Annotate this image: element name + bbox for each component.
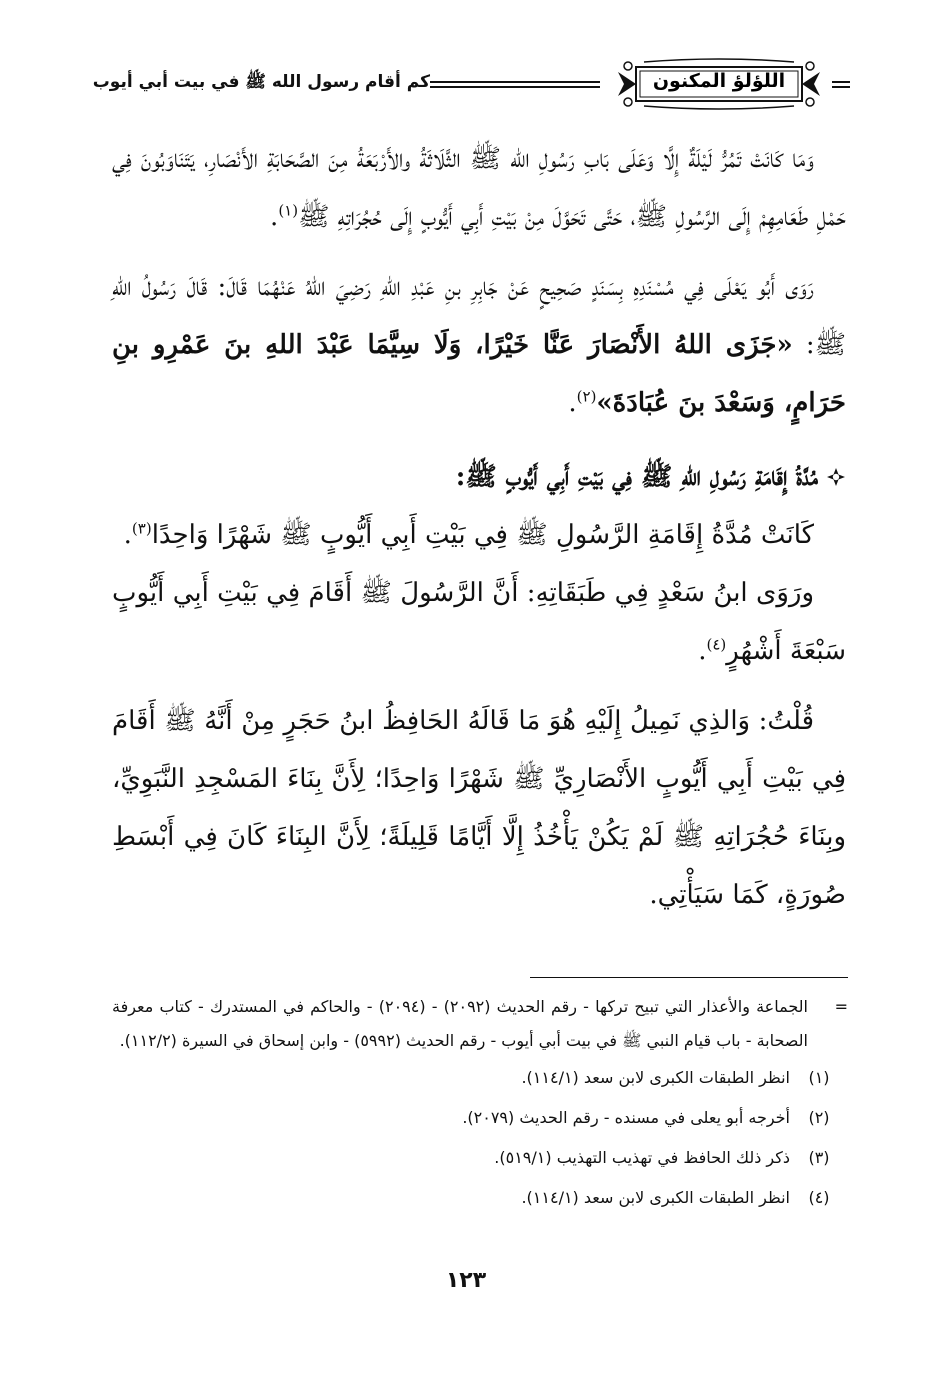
header-rule bbox=[832, 81, 850, 83]
footnote-ref-1[interactable]: (١) bbox=[278, 201, 299, 220]
footnote-item bbox=[112, 1058, 848, 1098]
punctuation: . bbox=[123, 520, 132, 550]
footnote-ref-4[interactable]: (٤) bbox=[706, 635, 727, 654]
footnote-item bbox=[112, 1178, 848, 1218]
book-title-cartouche bbox=[614, 58, 824, 110]
paragraph-3 bbox=[112, 506, 846, 564]
footnote-continuation-text: الجماعة والأعذار التي تبيح تركها - رقم الحديث (٢٠٩٢) - (٢٠٩٤) - والحاكم في المستدرك - كتاب معرفة الصحابة - باب قيام النبي ﷺ في بيت أبي أيوب - رقم الحديث (٥٩٩٢) - وابن إسحاق في السيرة (١١٢/٢). bbox=[112, 997, 808, 1050]
paragraph-1-text: وَمَا كَانَتْ تَمُرُّ لَيْلَةٌ إِلَّا وَعَلَى بَابِ رَسُولِ الله ﷺ الثَّلَاثَةُ والأَرْبَعَةُ مِنَ الصَّحَابَةِ الأَنْصَارِ، يَتَنَاوَبُونَ فِي حَمْلِ طَعَامِهِمْ إِلَى الرَّسُولِ ﷺ، حَتَّى تَحَوَّلَ مِنْ بَيْتِ أَبِي أَيُّوبٍ إِلَى حُجُرَاتِهِ ﷺ bbox=[112, 144, 846, 232]
continuation-mark: = bbox=[834, 997, 848, 1016]
hadith-quote: «جَزَى اللهُ الأَنْصَارَ عَنَّا خَيْرًا، وَلَا سِيَّمَا عَبْدَ اللهِ بنَ عَمْرِو بنِ حَرَامٍ، وَسَعْدَ بنَ عُبَادَةَ» bbox=[112, 330, 846, 418]
header-rule bbox=[430, 81, 600, 83]
footnote-number: (١) bbox=[808, 1068, 830, 1087]
footnote-text: أخرجه أبو يعلى في مسنده - رقم الحديث (٢٠٧٩). bbox=[462, 1108, 790, 1127]
footnote-ref-3[interactable]: (٣) bbox=[131, 519, 152, 538]
running-header bbox=[92, 56, 850, 112]
book-title: اللؤلؤ المكنون bbox=[652, 70, 786, 92]
chapter-title: كم أقام رسول الله ﷺ في بيت أبي أيوب bbox=[92, 72, 430, 92]
punctuation: . bbox=[698, 636, 707, 666]
footnote-separator bbox=[530, 977, 848, 978]
footnote-text: ذكر ذلك الحافظ في تهذيب التهذيب (٥١٩/١). bbox=[494, 1148, 790, 1167]
main-text bbox=[112, 130, 846, 924]
footnote-ref-2[interactable]: (٢) bbox=[576, 387, 597, 406]
flower-bullet-icon bbox=[826, 467, 846, 487]
paragraph-4 bbox=[112, 564, 846, 680]
header-rule bbox=[832, 86, 850, 88]
paragraph-5-text: قُلْتُ: وَالذِي نَمِيلُ إِلَيْهِ هُوَ مَا قَالَهُ الحَافِظُ ابنُ حَجَرٍ مِنْ أَنَّهُ ﷺ أَقَامَ فِي بَيْتِ أَبِي أَيُّوبٍ الأَنْصَارِيِّ ﷺ شَهْرًا وَاحِدًا؛ لِأَنَّ بِنَاءَ المَسْجِدِ النَّبَوِيِّ، وبِنَاءَ حُجُرَاتِهِ ﷺ لَمْ يَكُنْ يَأْخُذُ إِلَّا أَيَّامًا قَلِيلَةً؛ لِأَنَّ البِنَاءَ كَانَ فِي أَبْسَطِ صُورَةٍ، كَمَا سَيَأْتِي. bbox=[112, 706, 846, 910]
footnote-number: (٣) bbox=[808, 1148, 830, 1167]
punctuation: . bbox=[270, 202, 279, 232]
section-heading bbox=[112, 448, 846, 506]
paragraph-4-text: ورَوَى ابنُ سَعْدٍ فِي طَبَقَاتِهِ: أَنَّ الرَّسُولَ ﷺ أَقَامَ فِي بَيْتِ أَبِي أَيُّوبٍ سَبْعَةَ أَشْهُرٍ bbox=[112, 578, 846, 666]
page-number: ١٢٣ bbox=[445, 1268, 487, 1293]
header-rule bbox=[430, 86, 600, 88]
paragraph-5 bbox=[112, 692, 846, 924]
paragraph-1 bbox=[112, 130, 846, 246]
paragraph-3-text: كَانَتْ مُدَّةُ إِقَامَةِ الرَّسُولِ ﷺ فِي بَيْتِ أَبِي أَيُّوبٍ ﷺ شَهْرًا وَاحِدًا bbox=[151, 520, 814, 550]
footnote-item bbox=[112, 1098, 848, 1138]
punctuation: . bbox=[568, 388, 577, 418]
paragraph-2-intro: رَوَى أَبُو يَعْلَى فِي مُسْنَدِهِ بِسَنَدٍ صَحِيحٍ عَنْ جَابِرِ بنِ عَبْدِ اللهِ رَضِيَ اللهُ عَنْهُمَا قَالَ: قَالَ رَسُولُ اللهِ ﷺ: bbox=[112, 272, 846, 360]
footnotes bbox=[112, 990, 848, 1218]
section-heading-text: مُدَّةُ إِقَامَةِ رَسُولِ اللهِ ﷺ فِي بَيْتِ أَبِي أَيُّوبٍ ﷺ: bbox=[455, 462, 818, 492]
footnote-continuation bbox=[112, 990, 848, 1058]
paragraph-2 bbox=[112, 258, 846, 432]
footnote-number: (٢) bbox=[808, 1108, 830, 1127]
footnote-text: انظر الطبقات الكبرى لابن سعد (١١٤/١). bbox=[521, 1188, 790, 1207]
footnote-item bbox=[112, 1138, 848, 1178]
footnote-text: انظر الطبقات الكبرى لابن سعد (١١٤/١). bbox=[521, 1068, 790, 1087]
footnote-number: (٤) bbox=[808, 1188, 830, 1207]
